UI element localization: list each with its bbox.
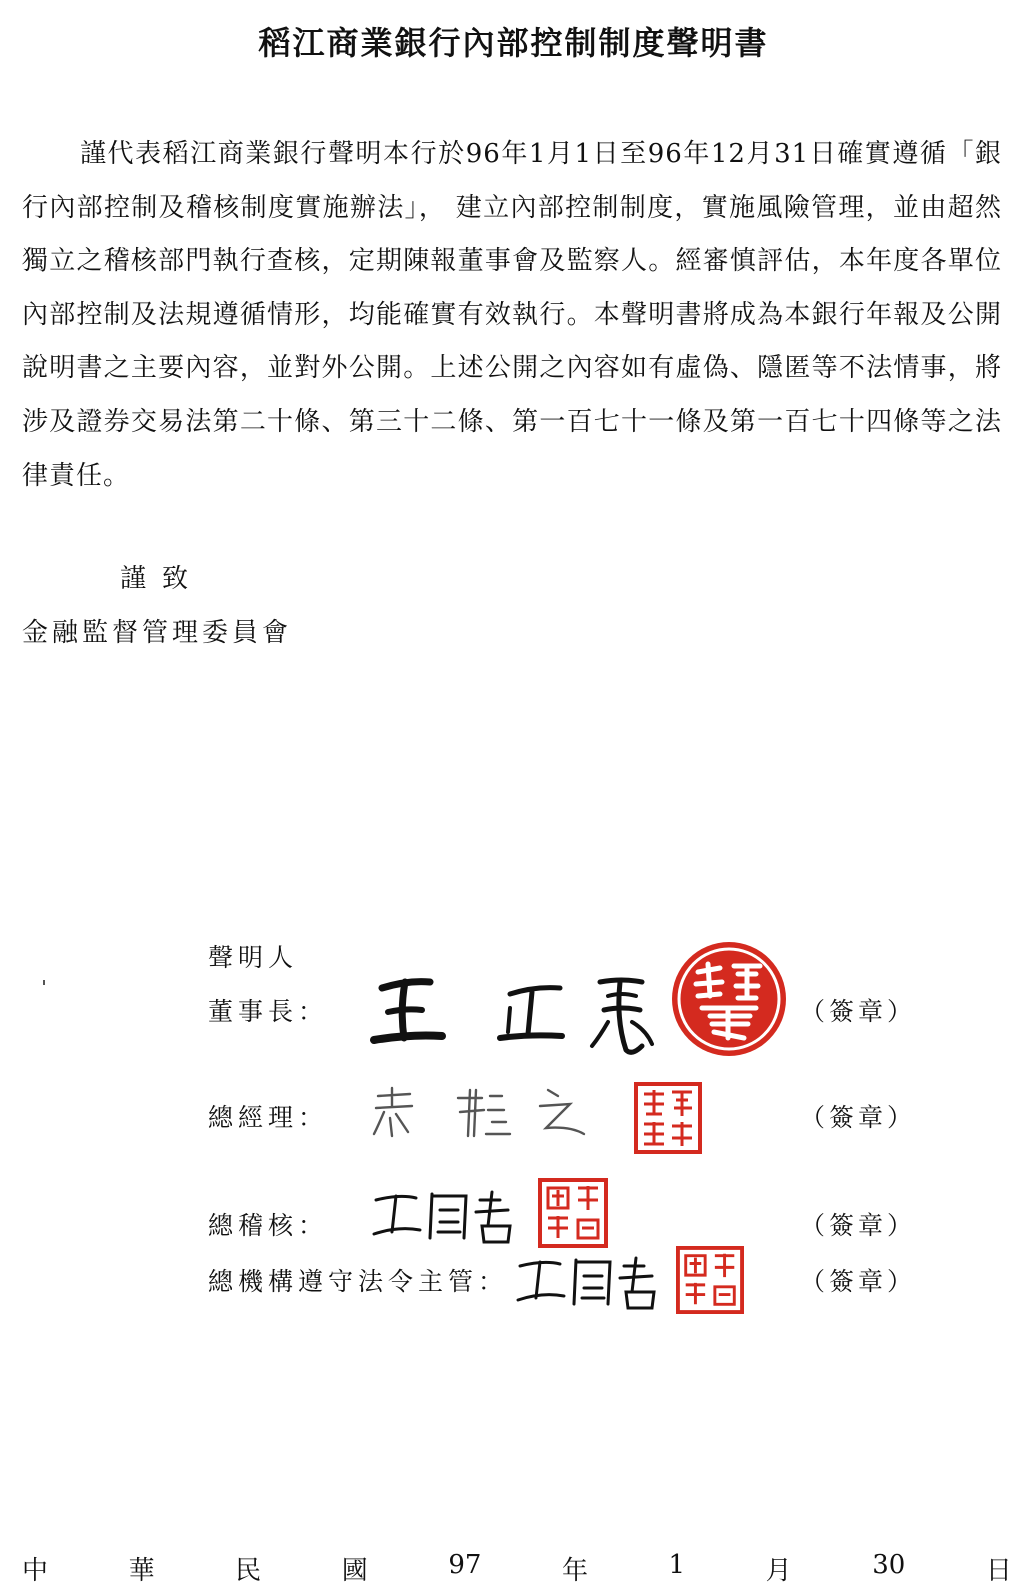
salutation: 謹致 — [120, 564, 205, 594]
president-signature-image — [370, 1082, 590, 1142]
date-part: 日 — [985, 1556, 1012, 1586]
chief-auditor-seal-word: （簽章） — [800, 1211, 917, 1240]
date-part: 年 — [561, 1556, 588, 1586]
compliance-officer-seal-word: （簽章） — [800, 1267, 917, 1296]
compliance-officer-signature-image — [514, 1252, 674, 1316]
scan-speck — [43, 980, 45, 985]
date-line — [22, 1550, 1012, 1587]
chief-auditor-seal-image — [538, 1178, 608, 1248]
date-day: 30 — [872, 1550, 906, 1580]
declarant-label: 聲明人 — [208, 943, 299, 972]
date-part: 國 — [341, 1556, 368, 1586]
chief-auditor-title: 總稽核： — [208, 1211, 329, 1240]
compliance-officer-title: 總機構遵守法令主管： — [208, 1267, 509, 1296]
date-part: 月 — [765, 1556, 792, 1586]
president-seal-image — [634, 1082, 702, 1154]
date-part: 中 — [22, 1556, 49, 1586]
president-title: 總經理： — [208, 1103, 329, 1132]
chairman-title: 董事長： — [208, 997, 329, 1026]
recipient: 金融監督管理委員會 — [22, 618, 293, 648]
chairman-seal-word: （簽章） — [800, 997, 917, 1026]
compliance-officer-seal-image — [676, 1246, 744, 1314]
chief-auditor-signature-image — [370, 1186, 530, 1250]
date-part: 民 — [235, 1556, 262, 1586]
document-title: 稻江商業銀行內部控制制度聲明書 — [258, 24, 769, 62]
chairman-seal-image — [668, 938, 790, 1060]
president-seal-word: （簽章） — [800, 1103, 917, 1132]
date-part: 華 — [128, 1556, 155, 1586]
declaration-body: 謹代表稻江商業銀行聲明本行於96年1月1日至96年12月31日確實遵循「銀行內部控制及稽核制度實施辦法」， 建立內部控制制度，實施風險管理，並由超然獨立之稽核部門執行查核，定期陳報董事會及監察人。經審慎評估，本年度各單位內部控制及法規遵循情形，均能確實有效執行。本聲明書將成為本銀行年報及公開說明書之主要內容，並對外公開。上述公開之內容如有虛偽、隱匿等不法情事，將涉及證券交易法第二十條、第三十二條、第一百七十一條及第一百七十四條等之法律責任。 — [22, 139, 1002, 491]
chairman-signature-image — [360, 960, 680, 1060]
date-year: 97 — [448, 1550, 482, 1580]
date-month: 1 — [668, 1550, 686, 1580]
